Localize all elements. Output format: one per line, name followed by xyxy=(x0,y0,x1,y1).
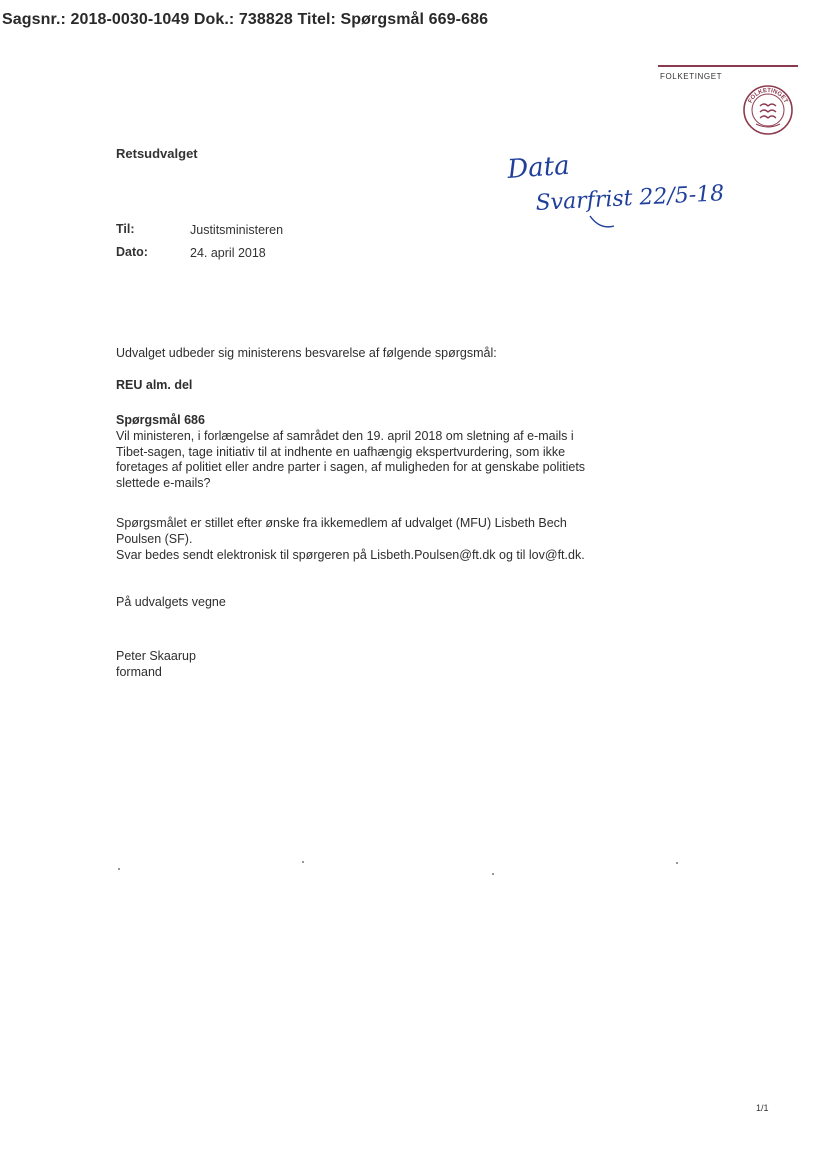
case-header: Sagsnr.: 2018-0030-1049 Dok.: 738828 Titel: Spørgsmål 669-686 xyxy=(2,11,489,28)
scan-speck xyxy=(676,862,678,864)
scan-speck xyxy=(492,873,494,875)
page-number: 1/1 xyxy=(756,1103,769,1113)
scan-speck xyxy=(118,868,120,870)
annotation-line-2: Svarfrist 22/5-18 xyxy=(535,181,725,216)
question-title: Spørgsmål 686 xyxy=(116,413,205,427)
to-value: Justitsministeren xyxy=(190,223,284,237)
asked-by: Spørgsmålet er stillet efter ønske fra ikkemedlem af udvalget (MFU) Lisbeth Bech Poulsen (SF). xyxy=(116,516,567,546)
annotation-line-1: Data xyxy=(506,150,571,185)
date-value: 24. april 2018 xyxy=(190,246,266,260)
committee-name: Retsudvalget xyxy=(116,146,198,161)
seal-text: FOLKETINGET xyxy=(747,87,789,105)
reply-to: Svar bedes sendt elektronisk til spørgeren på Lisbeth.Poulsen@ft.dk og til lov@ft.dk. xyxy=(116,548,585,562)
scan-speck xyxy=(302,861,304,863)
signer-title: formand xyxy=(116,665,162,679)
handwritten-annotation xyxy=(500,140,770,240)
reference: REU alm. del xyxy=(116,378,193,392)
signer-name: Peter Skaarup xyxy=(116,649,196,663)
intro-text: Udvalget udbeder sig ministerens besvarelse af følgende spørgsmål: xyxy=(116,346,497,360)
question-text: Vil ministeren, i forlængelse af samrådet den 19. april 2018 om sletning af e-mails i Tibet-sagen, tage initiativ til at indhente en uafhængig ekspertvurdering, som ikke foretages af politiet eller andre parter i sagen, af muligheden for at genskabe politiets slettede e-mails? xyxy=(116,429,586,490)
brand-rule xyxy=(658,65,798,67)
on-behalf: På udvalgets vegne xyxy=(116,595,226,609)
brand-name: FOLKETINGET xyxy=(660,72,723,81)
to-label: Til: xyxy=(116,222,135,236)
date-label: Dato: xyxy=(116,245,148,259)
folketinget-seal-icon xyxy=(742,84,794,136)
